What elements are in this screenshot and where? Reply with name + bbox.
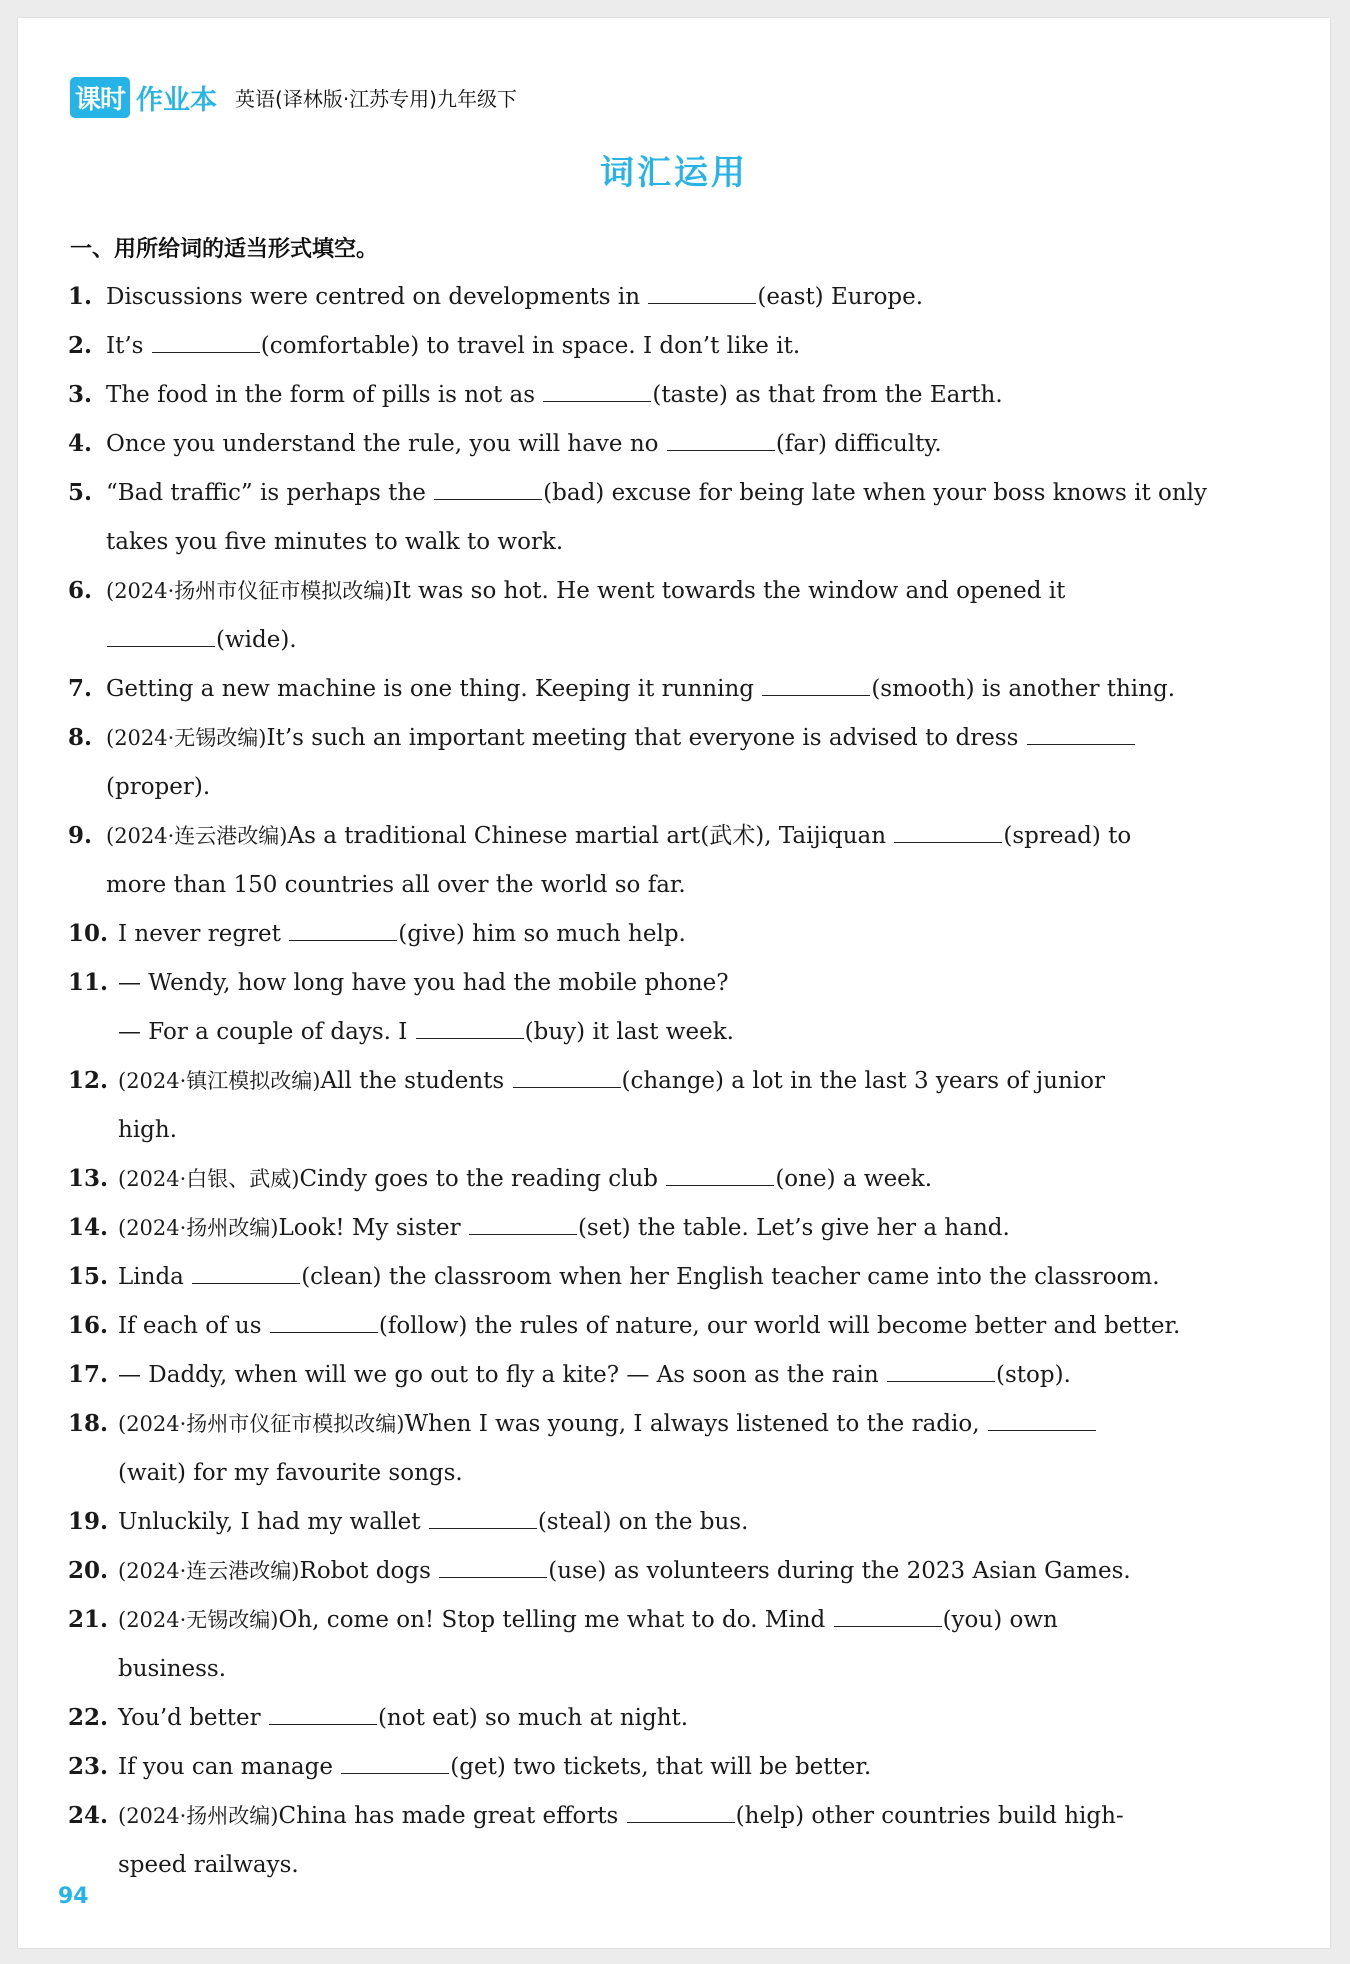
question-number: 22. [68, 1704, 109, 1731]
question-text: The food in the form of pills is not as [106, 382, 543, 408]
question-text: (give) him so much help. [398, 921, 686, 947]
question-number: 6. [68, 577, 93, 604]
question-number: 12. [68, 1067, 109, 1094]
logo-text: 作业本 [136, 84, 218, 116]
question-6 [68, 574, 1065, 608]
question-number: 4. [68, 430, 93, 457]
answer-blank[interactable] [834, 1608, 942, 1627]
question-21-continued: business. [118, 1656, 227, 1682]
question-text: Discussions were centred on developments in [106, 284, 648, 310]
question-number: 24. [68, 1802, 109, 1829]
question-text: Oh, come on! Stop telling me what to do. Mind [278, 1607, 833, 1633]
question-text: (buy) it last week. [524, 1019, 734, 1045]
answer-blank[interactable] [887, 1363, 995, 1382]
question-text: (far) difficulty. [775, 431, 942, 457]
question-text: (stop). [995, 1362, 1071, 1388]
question-5-continued: takes you five minutes to walk to work. [106, 529, 564, 555]
answer-blank[interactable] [429, 1510, 537, 1529]
question-24 [68, 1799, 1124, 1833]
answer-blank[interactable] [269, 1706, 377, 1725]
question-text: — Daddy, when will we go out to fly a kite? — As soon as the rain [118, 1362, 886, 1388]
answer-blank[interactable] [107, 628, 215, 647]
question-text: If you can manage [118, 1754, 341, 1780]
question-text: It’s [106, 333, 151, 359]
question-number: 7. [68, 675, 93, 702]
question-text: It’s such an important meeting that everyone is advised to dress [266, 725, 1026, 751]
question-23 [68, 1750, 871, 1784]
answer-blank[interactable] [762, 677, 870, 696]
question-text: (not eat) so much at night. [377, 1705, 689, 1731]
question-21 [68, 1603, 1058, 1637]
question-text: (use) as volunteers during the 2023 Asian Games. [548, 1558, 1131, 1584]
answer-blank[interactable] [416, 1020, 524, 1039]
question-text: Robot dogs [299, 1558, 439, 1584]
question-number: 11. [68, 969, 109, 996]
question-text: (set) the table. Let’s give her a hand. [577, 1215, 1010, 1241]
answer-blank[interactable] [192, 1265, 300, 1284]
question-text: (steal) on the bus. [537, 1509, 749, 1535]
question-text: (one) a week. [775, 1166, 933, 1192]
question-4 [68, 427, 942, 461]
answer-blank[interactable] [270, 1314, 378, 1333]
question-text: — Wendy, how long have you had the mobile phone? [118, 970, 729, 996]
question-7 [68, 672, 1175, 706]
answer-blank[interactable] [513, 1069, 621, 1088]
question-number: 1. [68, 283, 93, 310]
question-8-continued: (proper). [106, 774, 211, 800]
question-text: (bad) excuse for being late when your boss knows it only [543, 480, 1208, 506]
question-number: 20. [68, 1557, 109, 1584]
question-number: 17. [68, 1361, 109, 1388]
question-text: — For a couple of days. I [118, 1019, 415, 1045]
question-text: Once you understand the rule, you will have no [106, 431, 666, 457]
question-15 [68, 1260, 1160, 1294]
question-source: (2024·白银、武威) [118, 1167, 300, 1191]
question-24-continued: speed railways. [118, 1852, 299, 1878]
answer-blank[interactable] [543, 383, 651, 402]
question-11-continued [118, 1015, 734, 1049]
question-number: 3. [68, 381, 93, 408]
section-title: 词汇运用 [600, 153, 748, 193]
question-text: (you) own [942, 1607, 1058, 1633]
question-17 [68, 1358, 1071, 1392]
question-text: When I was young, I always listened to the radio, [404, 1411, 987, 1437]
page-header [70, 72, 517, 122]
question-1 [68, 280, 923, 314]
question-16 [68, 1309, 1180, 1343]
instruction: 一、用所给词的适当形式填空。 [70, 237, 379, 262]
answer-blank[interactable] [894, 824, 1002, 843]
question-6-continued [106, 623, 297, 657]
question-number: 10. [68, 920, 109, 947]
question-8 [68, 721, 1136, 755]
answer-blank[interactable] [648, 285, 756, 304]
question-source: (2024·扬州市仪征市模拟改编) [118, 1412, 405, 1436]
question-text: As a traditional Chinese martial art(武术), Taijiquan [287, 823, 894, 849]
logo-badge: 课时 [70, 77, 130, 118]
page-number: 94 [58, 1884, 89, 1909]
question-text: Cindy goes to the reading club [299, 1166, 666, 1192]
answer-blank[interactable] [627, 1804, 735, 1823]
question-text: (clean) the classroom when her English teacher came into the classroom. [301, 1264, 1160, 1290]
answer-blank[interactable] [341, 1755, 449, 1774]
question-number: 9. [68, 822, 93, 849]
question-number: 19. [68, 1508, 109, 1535]
question-14 [68, 1211, 1010, 1245]
question-22 [68, 1701, 688, 1735]
question-12 [68, 1064, 1105, 1098]
question-text: “Bad traffic” is perhaps the [106, 480, 434, 506]
question-3 [68, 378, 1003, 412]
answer-blank[interactable] [152, 334, 260, 353]
question-text: (help) other countries build high- [735, 1803, 1124, 1829]
question-source: (2024·无锡改编) [118, 1608, 279, 1632]
question-20 [68, 1554, 1131, 1588]
question-13 [68, 1162, 932, 1196]
question-text: (change) a lot in the last 3 years of junior [621, 1068, 1105, 1094]
question-number: 13. [68, 1165, 109, 1192]
question-number: 5. [68, 479, 93, 506]
question-12-continued: high. [118, 1117, 178, 1143]
question-source: (2024·扬州改编) [118, 1804, 279, 1828]
question-number: 8. [68, 724, 93, 751]
question-text: (taste) as that from the Earth. [652, 382, 1003, 408]
answer-blank[interactable] [666, 1167, 774, 1186]
workbook-page [18, 18, 1330, 1948]
question-2 [68, 329, 800, 363]
question-text: (get) two tickets, that will be better. [450, 1754, 872, 1780]
question-text: It was so hot. He went towards the window and opened it [392, 578, 1066, 604]
question-text: China has made great efforts [278, 1803, 626, 1829]
answer-blank[interactable] [289, 922, 397, 941]
answer-blank[interactable] [439, 1559, 547, 1578]
question-text: (east) Europe. [757, 284, 924, 310]
question-18 [68, 1407, 1097, 1441]
question-text: Look! My sister [278, 1215, 468, 1241]
question-11 [68, 966, 729, 1000]
question-source: (2024·扬州改编) [118, 1216, 279, 1240]
question-source: (2024·连云港改编) [118, 1559, 300, 1583]
question-number: 23. [68, 1753, 109, 1780]
question-source: (2024·连云港改编) [106, 824, 288, 848]
question-text: (comfortable) to travel in space. I don’t like it. [260, 333, 801, 359]
question-text: All the students [320, 1068, 512, 1094]
answer-blank[interactable] [667, 432, 775, 451]
question-text: Linda [118, 1264, 192, 1290]
question-number: 21. [68, 1606, 109, 1633]
question-source: (2024·无锡改编) [106, 726, 267, 750]
answer-blank[interactable] [434, 481, 542, 500]
question-text: (spread) to [1003, 823, 1132, 849]
question-number: 18. [68, 1410, 109, 1437]
question-text: I never regret [118, 921, 289, 947]
book-info: 英语(译林版·江苏专用)九年级下 [235, 86, 517, 111]
question-source: (2024·镇江模拟改编) [118, 1069, 321, 1093]
question-text: Unluckily, I had my wallet [118, 1509, 428, 1535]
question-5 [68, 476, 1207, 510]
answer-blank[interactable] [469, 1216, 577, 1235]
question-9-continued: more than 150 countries all over the world so far. [106, 872, 686, 898]
question-text: (smooth) is another thing. [871, 676, 1176, 702]
question-number: 15. [68, 1263, 109, 1290]
question-19 [68, 1505, 748, 1539]
question-18-continued: (wait) for my favourite songs. [118, 1460, 463, 1486]
answer-blank[interactable] [1027, 726, 1135, 745]
question-text: Getting a new machine is one thing. Keeping it running [106, 676, 762, 702]
answer-blank[interactable] [988, 1412, 1096, 1431]
question-text: (follow) the rules of nature, our world will become better and better. [378, 1313, 1181, 1339]
question-text: (wide). [216, 627, 297, 653]
question-9 [68, 819, 1131, 853]
question-number: 16. [68, 1312, 109, 1339]
question-number: 2. [68, 332, 93, 359]
question-10 [68, 917, 686, 951]
question-text: You’d better [118, 1705, 268, 1731]
question-text: If each of us [118, 1313, 269, 1339]
question-number: 14. [68, 1214, 109, 1241]
question-source: (2024·扬州市仪征市模拟改编) [106, 579, 393, 603]
